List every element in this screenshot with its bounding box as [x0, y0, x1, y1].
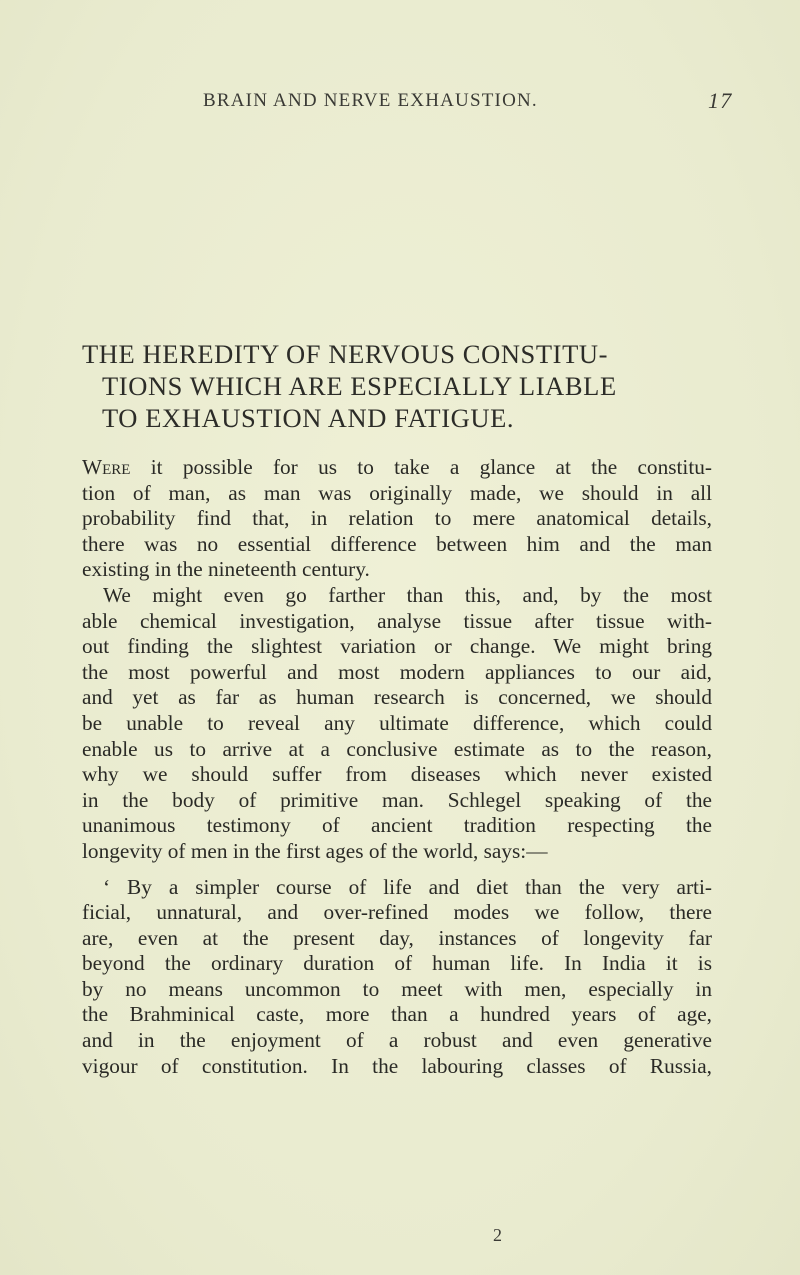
text-line: why we should suffer from diseases which never existed	[82, 762, 712, 787]
text-line: the most powerful and most modern appliances to our aid,	[82, 659, 712, 684]
text-line: ‘ By a simpler course of life and diet than the very arti-	[103, 874, 712, 899]
page-number: 17	[708, 88, 733, 113]
text-line: there was no essential difference between him and the man	[82, 531, 712, 556]
text-line-rest: it possible for us to take a glance at the constitu-	[130, 455, 712, 479]
text-line: unanimous testimony of ancient tradition respecting the	[82, 813, 712, 838]
chapter-title-line: TIONS WHICH ARE ESPECIALLY LIABLE	[102, 371, 617, 401]
chapter-title-line: TO EXHAUSTION AND FATIGUE.	[102, 403, 515, 433]
body-text	[82, 455, 712, 1079]
text-line: existing in the nineteenth century.	[82, 557, 370, 582]
text-line: by no means uncommon to meet with men, especially in	[82, 976, 712, 1001]
paragraph-gap	[82, 865, 712, 875]
text-line: tion of man, as man was originally made, we should in all	[82, 480, 712, 505]
text-line: out finding the slightest variation or change. We might bring	[82, 634, 712, 659]
opening-word: Were	[82, 455, 131, 479]
chapter-title	[82, 338, 742, 434]
text-line: beyond the ordinary duration of human life. In India it is	[82, 951, 712, 976]
text-line: enable us to arrive at a conclusive estimate as to the reason,	[82, 736, 712, 761]
chapter-title-line: THE HEREDITY OF NERVOUS CONSTITU-	[82, 339, 609, 369]
text-line: the Brahminical caste, more than a hundred years of age,	[82, 1002, 712, 1027]
running-head	[203, 88, 733, 120]
signature-mark: 2	[493, 1225, 502, 1245]
text-line: in the body of primitive man. Schlegel speaking of the	[82, 787, 712, 812]
running-head-title: BRAIN AND NERVE EXHAUSTION.	[203, 90, 538, 111]
text-line: able chemical investigation, analyse tissue after tissue with-	[82, 608, 712, 633]
text-line: and in the enjoyment of a robust and even generative	[82, 1028, 712, 1053]
text-line: and yet as far as human research is concerned, we should	[82, 685, 712, 710]
text-line	[82, 455, 712, 481]
text-line: longevity of men in the first ages of the world, says:—	[82, 838, 548, 863]
text-line: We might even go farther than this, and, by the most	[103, 582, 712, 607]
text-line: vigour of constitution. In the labouring classes of Russia,	[82, 1053, 712, 1078]
text-line: ficial, unnatural, and over-refined modes we follow, there	[82, 900, 712, 925]
text-line: be unable to reveal any ultimate difference, which could	[82, 710, 712, 735]
text-line: probability find that, in relation to mere anatomical details,	[82, 506, 712, 531]
text-line: are, even at the present day, instances of longevity far	[82, 925, 712, 950]
